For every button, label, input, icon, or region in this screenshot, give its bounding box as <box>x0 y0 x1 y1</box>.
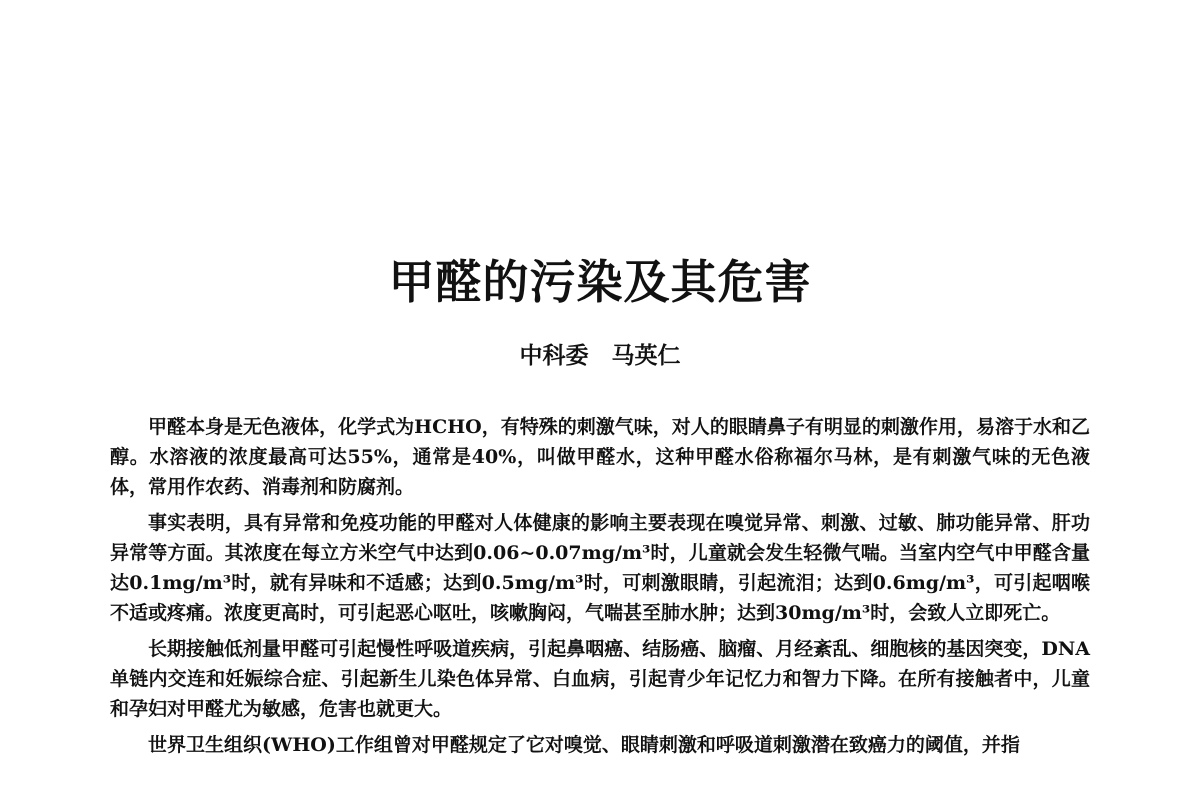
article-body <box>110 412 1090 766</box>
paragraph-4: 世界卫生组织(WHO)工作组曾对甲醛规定了它对嗅觉、眼睛刺激和呼吸道刺激潜在致癌力的阈值，并指 <box>148 734 1020 756</box>
paragraph-1: 甲醛本身是无色液体，化学式为HCHO，有特殊的刺激气味，对人的眼睛鼻子有明显的刺激作用，易溶于水和乙醇。水溶液的浓度最高可达55%，通常是40%，叫做甲醛水，这种甲醛水俗称福尔马林，是有刺激气味的无色液体，常用作农药、消毒剂和防腐剂。 <box>110 416 1090 498</box>
article-author: 中科委 马英仁 <box>519 342 681 369</box>
article-title: 甲醛的污染及其危害 <box>388 255 812 309</box>
paragraph-2: 事实表明，具有异常和免疫功能的甲醛对人体健康的影响主要表现在嗅觉异常、刺激、过敏、肺功能异常、肝功异常等方面。其浓度在每立方米空气中达到0.06~0.07mg/m³时，儿童就会发生轻微气喘。当室内空气中甲醛含量达0.1mg/m³时，就有异味和不适感；达到0.5mg/m³时，可刺激眼睛，引起流泪；达到0.6mg/m³，可引起咽喉不适或疼痛。浓度更高时，可引起恶心呕吐，咳嗽胸闷，气喘甚至肺水肿；达到30mg/m³时，会致人立即死亡。 <box>110 512 1090 624</box>
paragraph-3: 长期接触低剂量甲醛可引起慢性呼吸道疾病，引起鼻咽癌、结肠癌、脑瘤、月经紊乱、细胞核的基因突变，DNA单链内交连和妊娠综合症、引起新生儿染色体异常、白血病，引起青少年记忆力和智力下降。在所有接触者中，儿童和孕妇对甲醛尤为敏感，危害也就更大。 <box>110 638 1090 720</box>
